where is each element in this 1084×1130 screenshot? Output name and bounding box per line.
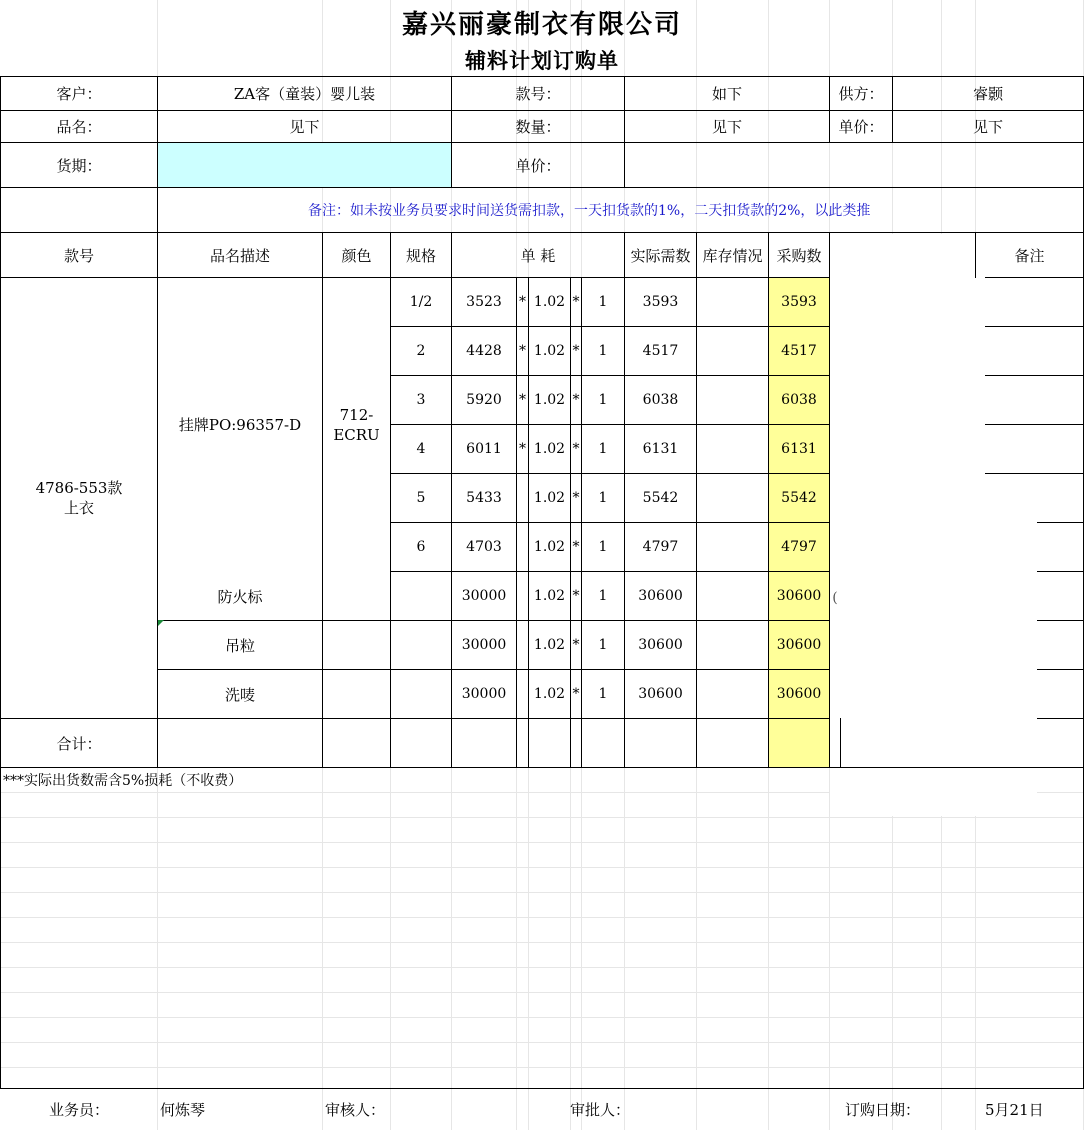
unit-price-label: 单价：	[838, 118, 884, 136]
customer-label: 客户：	[56, 85, 102, 103]
cell-comment-marker	[158, 620, 164, 626]
rate-value[interactable]: 1.02	[533, 441, 566, 457]
reviewer-label: 审核人：	[325, 1100, 386, 1119]
border-h	[1037, 718, 1084, 719]
total-label: 合计：	[56, 734, 102, 753]
multiply-sign: *	[572, 686, 580, 702]
blank-area-2	[985, 278, 1037, 816]
rate-value[interactable]: 1.02	[533, 343, 566, 359]
size-value[interactable]: 1/2	[409, 294, 433, 310]
delivery-value[interactable]	[158, 143, 451, 187]
purchase-value[interactable]: 5542	[781, 490, 817, 506]
purchase-value[interactable]: 6131	[781, 441, 817, 457]
quantity-value[interactable]: 30000	[461, 686, 507, 702]
quantity-value[interactable]: 3523	[466, 294, 502, 310]
actual-need-value[interactable]: 30600	[638, 637, 683, 653]
actual-need-value[interactable]: 3593	[642, 294, 679, 310]
item-description[interactable]: 吊粒	[224, 636, 255, 655]
multiplier-value[interactable]: 1	[598, 588, 608, 604]
rate-value[interactable]: 1.02	[533, 588, 566, 604]
border-h	[157, 718, 830, 719]
company-title: 嘉兴丽豪制衣有限公司	[401, 9, 682, 40]
delivery-label: 货期：	[56, 156, 102, 175]
header-stock: 库存情况	[702, 246, 763, 265]
style-no-value[interactable]: 如下	[711, 85, 742, 103]
purchase-value[interactable]: 4797	[781, 539, 817, 555]
tag-description-cell[interactable]: 挂牌PO:96357-D	[178, 416, 302, 434]
purchase-value[interactable]: 3593	[781, 294, 817, 310]
header-purchase: 采购数	[776, 246, 822, 265]
quantity-value[interactable]: 6011	[466, 441, 502, 457]
quantity-value[interactable]: 5920	[466, 392, 502, 408]
multiply-sign: *	[572, 588, 580, 604]
multiplier-value[interactable]: 1	[598, 539, 608, 555]
quantity-value[interactable]: 4703	[466, 539, 502, 555]
product-label: 品名：	[56, 118, 102, 136]
size-value[interactable]	[391, 621, 451, 669]
style-no-label: 款号：	[515, 85, 561, 103]
actual-need-value[interactable]: 5542	[642, 490, 679, 506]
blank-area	[830, 234, 985, 816]
salesman-label: 业务员：	[48, 1100, 109, 1119]
multiply-sign	[517, 523, 528, 571]
order-date-value[interactable]: 5月21日	[985, 1100, 1044, 1119]
gridline-h	[0, 917, 1084, 918]
multiply-sign: *	[519, 392, 526, 408]
header-consumption: 单 耗	[520, 246, 556, 265]
border-h	[1037, 669, 1084, 670]
multiply-sign	[517, 621, 528, 669]
border-h	[985, 375, 1084, 376]
multiply-sign	[517, 670, 528, 718]
gridline-h	[0, 1017, 1084, 1018]
purchase-value[interactable]: 4517	[781, 343, 817, 359]
quantity-value[interactable]: 30000	[461, 637, 507, 653]
multiply-sign: *	[572, 637, 580, 653]
remark-note: 备注：如未按业务员要求时间送货需扣款，一天扣货款的1%，二天扣货款的2%，以此类推	[308, 203, 871, 219]
supplier-label: 供方：	[838, 85, 884, 103]
header-remark: 备注	[1014, 246, 1045, 265]
border-h	[1037, 522, 1084, 523]
unit-price2-label: 单价：	[515, 156, 561, 175]
size-value[interactable]: 4	[416, 441, 426, 457]
approver-label: 审批人：	[570, 1100, 631, 1119]
multiplier-value[interactable]: 1	[598, 490, 608, 506]
item-description[interactable]: 洗唛	[224, 685, 255, 704]
rate-value[interactable]: 1.02	[533, 637, 566, 653]
stray-char: (	[832, 590, 838, 606]
actual-need-value[interactable]: 30600	[638, 588, 683, 604]
multiply-sign: *	[519, 294, 526, 310]
border-v	[829, 232, 830, 768]
purchase-value[interactable]: 30600	[776, 637, 822, 653]
header-size: 规格	[405, 246, 436, 265]
actual-need-value[interactable]: 6131	[642, 441, 679, 457]
gridline-h	[0, 817, 1084, 818]
gridline-h	[0, 892, 1084, 893]
size-value[interactable]: 5	[416, 490, 426, 506]
rate-value[interactable]: 1.02	[533, 539, 566, 555]
multiplier-value[interactable]: 1	[598, 637, 608, 653]
header-color: 颜色	[341, 246, 372, 265]
multiply-sign: *	[572, 539, 580, 555]
size-value[interactable]	[391, 670, 451, 718]
unit-price2-value[interactable]	[625, 143, 1083, 187]
border-h	[985, 326, 1084, 327]
size-value[interactable]	[391, 572, 451, 620]
actual-need-value[interactable]: 30600	[638, 686, 683, 702]
multiply-sign: *	[519, 441, 526, 457]
header-actual-need: 实际需数	[630, 246, 691, 265]
quantity-label: 数量：	[515, 118, 561, 136]
customer-value[interactable]: ZA客（童装）婴儿装	[233, 85, 376, 103]
border-h	[985, 277, 1084, 278]
order-date-label: 订购日期：	[845, 1100, 921, 1119]
border-h	[985, 473, 1084, 474]
multiply-sign: *	[572, 441, 580, 457]
size-value[interactable]: 3	[416, 392, 426, 408]
document-title: 辅料计划订购单	[465, 48, 619, 73]
border-h	[0, 1088, 1084, 1089]
quantity-value[interactable]: 30000	[461, 588, 507, 604]
product-value[interactable]: 见下	[289, 118, 320, 136]
border-v	[840, 718, 841, 768]
rate-value[interactable]: 1.02	[533, 490, 566, 506]
multiplier-value[interactable]: 1	[598, 392, 608, 408]
tag-color-cell[interactable]: 712- ECRU	[333, 405, 380, 444]
actual-need-value[interactable]: 4797	[642, 539, 679, 555]
border-h	[1037, 571, 1084, 572]
multiply-sign	[517, 474, 528, 522]
multiplier-value[interactable]: 1	[598, 343, 608, 359]
size-value[interactable]: 6	[416, 539, 426, 555]
multiply-sign: *	[572, 392, 580, 408]
item-description[interactable]: 防火标	[217, 587, 263, 606]
border-h	[1037, 620, 1084, 621]
unit-price-value[interactable]: 见下	[972, 118, 1003, 136]
style-number-cell[interactable]: 4786-553款 上衣	[35, 478, 123, 517]
rate-value[interactable]: 1.02	[533, 392, 566, 408]
rate-value[interactable]: 1.02	[533, 294, 566, 310]
quantity-value[interactable]: 见下	[711, 118, 742, 136]
multiplier-value[interactable]: 1	[598, 294, 608, 310]
gridline-h	[0, 967, 1084, 968]
gridline-h	[0, 867, 1084, 868]
multiply-sign: *	[519, 343, 526, 359]
multiply-sign	[517, 572, 528, 620]
rate-value[interactable]: 1.02	[533, 686, 566, 702]
size-value[interactable]: 2	[416, 343, 426, 359]
gridline-h	[0, 1067, 1084, 1068]
multiplier-value[interactable]: 1	[598, 441, 608, 457]
multiply-sign: *	[572, 490, 580, 506]
multiply-sign: *	[572, 343, 580, 359]
actual-need-value[interactable]: 6038	[642, 392, 679, 408]
purchase-value[interactable]: 30600	[776, 686, 822, 702]
gridline-h	[0, 842, 1084, 843]
quantity-value[interactable]: 5433	[466, 490, 502, 506]
gridline-h	[0, 992, 1084, 993]
multiplier-value[interactable]: 1	[598, 686, 608, 702]
salesman-value[interactable]: 何炼琴	[160, 1100, 206, 1119]
header-desc: 品名描述	[209, 246, 270, 265]
actual-need-value[interactable]: 4517	[642, 343, 679, 359]
purchase-value[interactable]: 6038	[781, 392, 817, 408]
header-style: 款号	[63, 246, 94, 265]
border-h	[985, 424, 1084, 425]
quantity-value[interactable]: 4428	[466, 343, 502, 359]
supplier-value[interactable]: 睿颢	[972, 85, 1003, 103]
purchase-value[interactable]: 30600	[776, 588, 822, 604]
border-v	[696, 232, 697, 768]
footnote: ***实际出货数需含5%损耗（不收费）	[3, 773, 243, 789]
gridline-h	[0, 1042, 1084, 1043]
multiply-sign: *	[572, 294, 580, 310]
gridline-h	[0, 942, 1084, 943]
